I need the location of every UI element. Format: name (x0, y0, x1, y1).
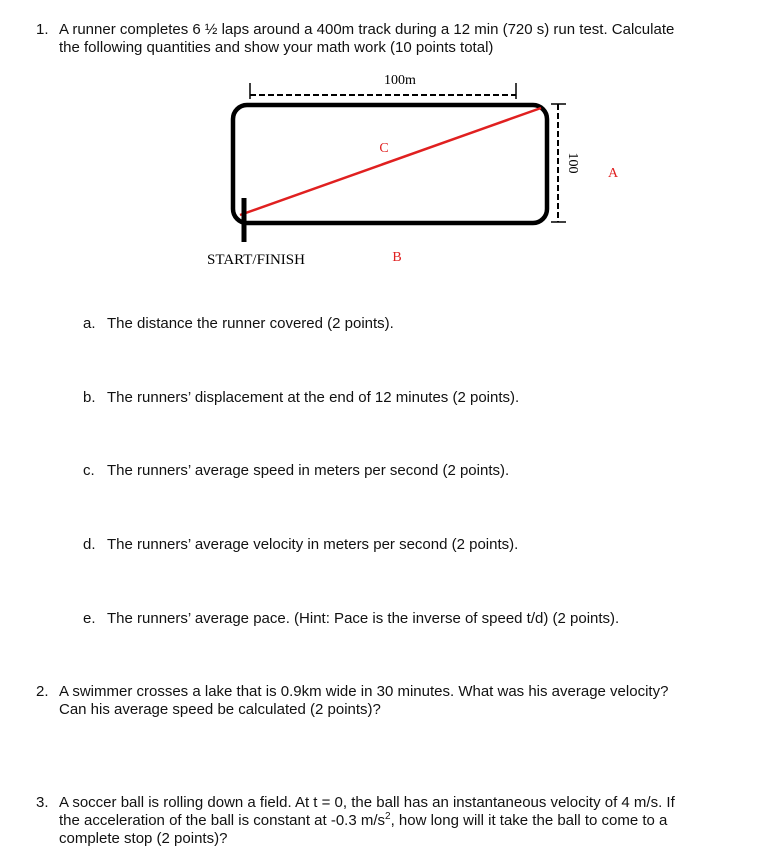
subpart-d (83, 536, 743, 554)
subpart-letter: b. (83, 389, 96, 406)
question-2 (36, 683, 736, 719)
top-dimension-label: 100m (384, 73, 416, 88)
question-3-line-3: complete stop (2 points)? (59, 830, 228, 847)
question-3-text (59, 794, 736, 848)
subpart-text: The runners’ average velocity in meters per second (2 points). (107, 536, 519, 553)
subpart-letter: e. (83, 610, 96, 627)
subpart-text: The distance the runner covered (2 points). (107, 315, 394, 332)
question-number: 1. (36, 21, 49, 38)
question-1-line-1: A runner completes 6 ½ laps around a 400m track during a 12 min (720 s) run test. Calculate (59, 21, 675, 38)
subpart-letter: d. (83, 536, 96, 553)
label-b: B (392, 250, 402, 265)
question-3-line-1: A soccer ball is rolling down a field. At t = 0, the ball has an instantaneous velocity of 4 m/s. If (59, 794, 675, 811)
question-number: 2. (36, 683, 49, 700)
exponent: 2 (385, 811, 391, 822)
subpart-a (83, 315, 743, 333)
subpart-letter: c. (83, 462, 95, 479)
question-3 (36, 794, 736, 848)
question-2-text (59, 683, 736, 719)
question-number: 3. (36, 794, 49, 811)
track-diagram (0, 0, 770, 300)
subpart-text: The runners’ average pace. (Hint: Pace is the inverse of speed t/d) (2 points). (107, 610, 620, 627)
subpart-letter: a. (83, 315, 96, 332)
subpart-text: The runners’ average speed in meters per second (2 points). (107, 462, 510, 479)
question-2-line-2: Can his average speed be calculated (2 points)? (59, 701, 381, 718)
question-2-line-1: A swimmer crosses a lake that is 0.9km wide in 30 minutes. What was his average velocity? (59, 683, 669, 700)
subpart-c (83, 462, 743, 480)
question-3-line-2-start: the acceleration of the ball is constant at -0.3 m/s (59, 812, 386, 829)
side-dimension-label: 100 (565, 152, 580, 174)
subpart-text: The runners’ displacement at the end of 12 minutes (2 points). (107, 389, 520, 406)
label-a: A (607, 166, 619, 181)
question-3-line-2-end: , how long will it take the ball to come to a (390, 812, 668, 829)
label-c: C (379, 141, 389, 156)
subpart-e (83, 610, 743, 628)
displacement-line (240, 108, 541, 215)
subpart-b (83, 389, 743, 407)
question-1-line-2: the following quantities and show your math work (10 points total) (59, 39, 494, 56)
start-finish-label: START/FINISH (207, 252, 305, 268)
question-3-line-2 (59, 812, 736, 830)
